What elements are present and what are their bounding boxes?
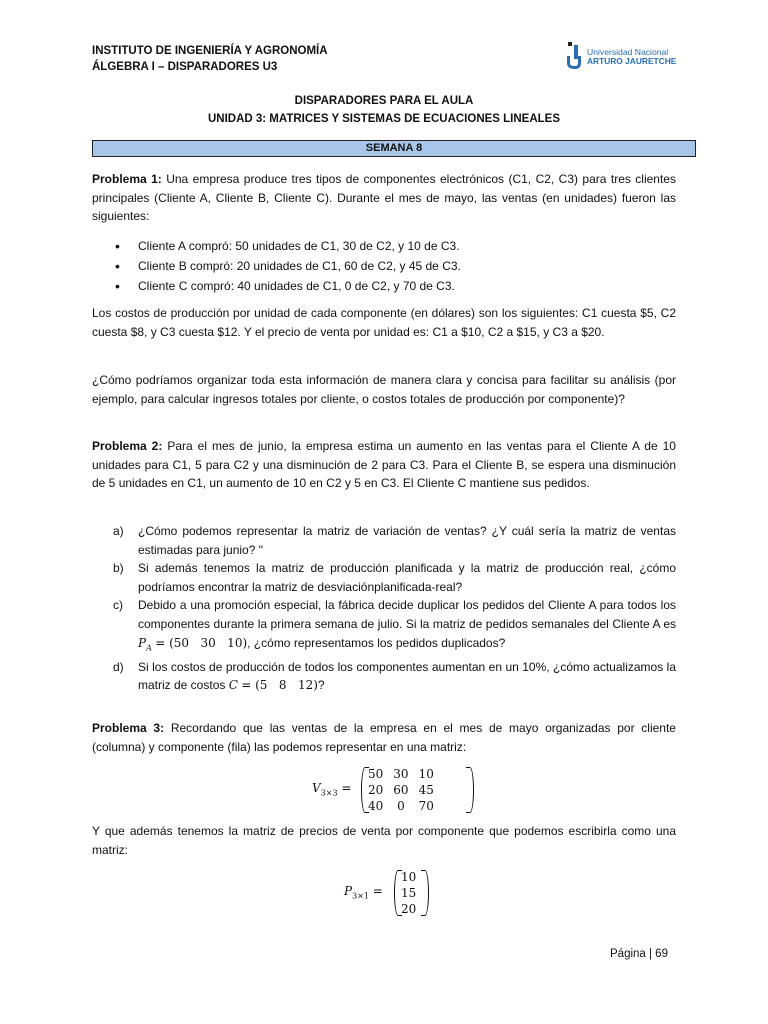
- item-label: d): [113, 659, 124, 674]
- item-text: Si los costos de producción de todos los componentes aumentan en un 10%, ¿cómo actualizamos la matriz de costos: [138, 659, 676, 693]
- matrix-p: [344, 868, 434, 918]
- matrix-v-table: [363, 766, 439, 814]
- list-item: • Cliente B compró: 20 unidades de C1, 60 de C2, y 45 de C3.: [92, 256, 676, 276]
- math-rhs: = (50 30 10): [155, 635, 248, 650]
- matrix-p-name: $P_{3\times 1}$ =: [344, 884, 383, 901]
- list-item: • Cliente C compró: 40 unidades de C1, 0 de C2, y 70 de C3.: [92, 276, 676, 296]
- problem-3-label: Problema 3:: [92, 721, 165, 735]
- problem-1-intro: [92, 170, 676, 226]
- bracket-right: [466, 767, 474, 813]
- item-text: Si además tenemos la matriz de producción planificada y la matriz de producción real, ¿cómo podríamos encontrar la matriz de desviaciónplanificada-real?: [138, 561, 676, 594]
- item-label: b): [113, 561, 124, 576]
- problem-2-items: [92, 522, 676, 695]
- list-item: [92, 596, 676, 657]
- bracket-right: [421, 870, 429, 916]
- matrix-cell: 20: [401, 902, 417, 916]
- list-item: • Cliente A compró: 50 unidades de C1, 30 de C2, y 10 de C3.: [92, 236, 676, 256]
- problem-1-question: ¿Cómo podríamos organizar toda esta información de manera clara y concisa para facilitar su análisis (por ejemplo, para calcular ingresos totales por cliente, o costos totales de producción por componente)?: [92, 373, 676, 406]
- problem-2-intro: [92, 437, 676, 493]
- problem-3-after: Y que además tenemos la matriz de precios de venta por componente que podemos escribirla como una matriz:: [92, 824, 676, 857]
- problem-3-text: Recordando que las ventas de la empresa en el mes de mayo organizadas por cliente (columna) y componente (fila) las podemos representar en una matriz:: [92, 721, 676, 754]
- problem-2-label: Problema 2:: [92, 439, 163, 453]
- matrix-v-name: $V_{3\times 3}$ =: [312, 781, 352, 798]
- matrix-cell: 60: [393, 783, 409, 797]
- table-row: [363, 782, 439, 798]
- list-item: [92, 658, 676, 695]
- matrix-cell: 40: [368, 799, 384, 813]
- university-logo: [566, 42, 686, 70]
- problem-2-text: Para el mes de junio, la empresa estima un aumento en las ventas para el Cliente A de 10 unidades para C1, 5 para C2 y una disminución de 2 para C3. Para el Cliente B, se espera una disminución de 5 unidades en C1, un aumento de 10 en C2 y 5 en C3. El Cliente C mantiene sus pedidos.: [92, 439, 676, 491]
- logo-text-line-2: ARTURO JAURETCHE: [587, 56, 677, 66]
- problem-1-costs: Los costos de producción por unidad de cada componente (en dólares) son los siguientes: C1 cuesta $5, C2 cuesta $8, y C3 cuesta $12. Y el precio de venta por unidad es: C1 a $10, C2 a $15, y C3 a $20.: [92, 306, 676, 339]
- logo-text-line-1: Universidad Nacional: [587, 47, 669, 57]
- table-row: [396, 869, 421, 885]
- main-title: DISPARADORES PARA EL AULA: [294, 95, 474, 107]
- table-row: [363, 798, 439, 814]
- week-banner: SEMANA 8: [92, 140, 696, 157]
- matrix-cell: 45: [418, 783, 434, 797]
- header-line-1: INSTITUTO DE INGENIERÍA Y AGRONOMÍA: [92, 45, 328, 57]
- math-var: P: [138, 635, 147, 650]
- item-text: ¿Cómo podemos representar la matriz de variación de ventas? ¿Y cuál sería la matriz de ventas estimadas para junio? ": [138, 524, 676, 557]
- problem-1-label: Problema 1:: [92, 172, 162, 186]
- matrix-cell: 70: [418, 799, 434, 813]
- list-item: [92, 522, 676, 559]
- item-label: a): [113, 524, 124, 538]
- matrix-cell: 0: [397, 799, 405, 813]
- document-titles: [92, 92, 676, 128]
- matrix-cell: 50: [368, 767, 384, 781]
- university-logo-mark: [566, 42, 584, 70]
- table-row: [396, 901, 421, 917]
- math-var: C: [228, 678, 238, 693]
- math-sub: A: [146, 642, 152, 652]
- item-text: ?: [317, 678, 325, 693]
- document-page: [92, 0, 676, 1024]
- matrix-cell: 15: [401, 886, 417, 900]
- matrix-cell: 20: [368, 783, 384, 797]
- item-text: Debido a una promoción especial, la fábrica decide duplicar los pedidos del Cliente A para todos los componentes durante la primera semana de julio. Si la matriz de pedidos semanales del Cliente A es: [138, 598, 676, 631]
- problem-3-intro: [92, 719, 676, 756]
- matrix-cell: 30: [393, 767, 409, 781]
- item-text: , ¿cómo representamos los pedidos duplicados?: [247, 635, 506, 650]
- item-label: c): [113, 598, 123, 613]
- matrix-cell: 10: [401, 870, 417, 884]
- matrix-v: [312, 765, 482, 815]
- header-line-2: ÁLGEBRA I – DISPARADORES U3: [92, 61, 278, 73]
- header-institution: [92, 43, 328, 75]
- list-item: [92, 559, 676, 596]
- table-row: [363, 766, 439, 782]
- table-row: [396, 885, 421, 901]
- unit-title: UNIDAD 3: MATRICES Y SISTEMAS DE ECUACIONES LINEALES: [207, 113, 561, 125]
- page-number: Página | 69: [610, 948, 668, 960]
- problem-1-bullets: [92, 236, 676, 296]
- problem-1-text: Una empresa produce tres tipos de componentes electrónicos (C1, C2, C3) para tres clientes principales (Cliente A, Cliente B, Cliente C). Durante el mes de mayo, las ventas (en unidades) fueron las siguientes:: [92, 172, 676, 224]
- math-rhs: = (5 8 12): [241, 678, 318, 693]
- matrix-cell: 10: [418, 767, 434, 781]
- matrix-p-table: [396, 869, 421, 917]
